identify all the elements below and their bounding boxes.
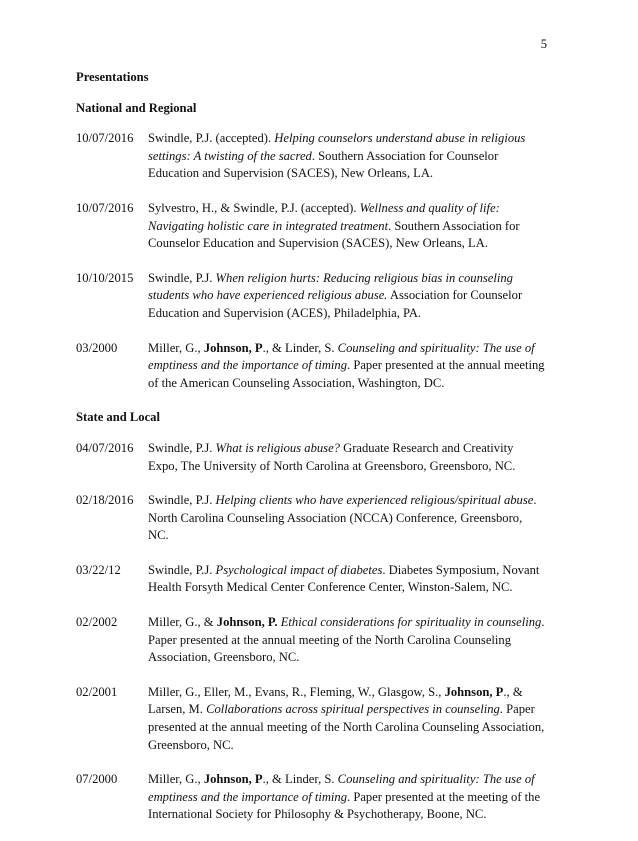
section-heading-presentations: Presentations [76,70,149,84]
entry-citation [148,771,546,824]
presentation-title: Counseling and spirituality: The use of emptiness and the importance of timing [148,772,535,804]
presentation-entry [76,562,546,597]
citation-text: ., & Larsen, M. [148,684,523,717]
author-highlight: Johnson, P [203,772,263,787]
subsection-heading: State and Local [76,410,160,425]
presentation-title: Helping counselors understand abuse in religious settings: A twisting of the sacred [148,131,526,163]
citation-text: . Paper presented at the annual meeting of the American Counseling Association, Washington, DC. [148,358,545,390]
citation-text: . Paper presented at the annual meeting of the North Carolina Counseling Association, Greensboro, NC. [148,702,545,752]
presentation-title: Wellness and quality of life: Navigating holistic care in integrated treatment [148,200,500,233]
presentation-title: Ethical considerations for spirituality in counseling [280,615,542,630]
entry-citation [148,562,546,597]
entry-citation [148,492,546,545]
entry-citation [148,614,546,667]
citation-text: ., & Linder, S. [262,772,338,787]
entry-citation [148,200,546,253]
presentation-title: Helping clients who have experienced religious/spiritual abuse [215,493,534,508]
citation-text: Graduate Research and Creativity Expo, The University of North Carolina at Greensboro, Greensboro, NC. [148,440,516,473]
presentation-entry [76,492,546,545]
citation-text: . Paper presented at the annual meeting of the North Carolina Counseling Association, Greensboro, NC. [148,615,545,665]
entry-date: 10/07/2016 [76,200,134,215]
presentation-entry [76,130,546,183]
entry-date: 02/2002 [76,615,118,630]
section-state-local [76,409,546,824]
presentation-title: What is religious abuse? [215,440,340,455]
entry-date: 02/18/2016 [76,493,134,508]
citation-text: . North Carolina Counseling Association (NCCA) Conference, Greensboro, NC. [148,493,537,543]
citation-text: Miller, G., [148,772,204,787]
entry-citation [148,130,546,183]
entry-citation [148,440,546,475]
subsection-heading: National and Regional [76,100,197,115]
citation-text: Swindle, P.J. (accepted). [148,131,275,146]
presentation-title: When religion hurts: Reducing religious bias in counseling students who have experienced religious abuse. [148,270,513,303]
presentation-entry [76,340,546,393]
citation-text: Miller, G., Eller, M., Evans, R., Fleming, W., Glasgow, S., [148,684,445,699]
presentation-entry [76,684,546,754]
presentation-entry [76,614,546,667]
citation-text: Swindle, P.J. [148,493,216,508]
author-highlight: Johnson, P. [216,615,278,630]
presentation-entry [76,270,546,323]
entry-date: 02/2001 [76,684,118,699]
page-number: 5 [540,37,547,51]
entry-citation [148,340,546,393]
citation-text: . Paper presented at the meeting of the International Society for Philosophy & Psychotherapy, Boone, NC. [148,789,541,822]
citation-text: Swindle, P.J. [148,440,216,455]
presentation-title: Psychological impact of diabetes [215,562,383,577]
citation-text: ., & Linder, S. [262,340,338,355]
citation-text: . Diabetes Symposium, Novant Health Forsyth Medical Center Conference Center, Winston-Salem, NC. [148,562,540,595]
presentation-title: Collaborations across spiritual perspectives in counseling [206,702,500,717]
entry-date: 04/07/2016 [76,440,134,455]
entry-date: 03/2000 [76,340,118,355]
citation-text: Association for Counselor Education and Supervision (ACES), Philadelphia, PA. [148,288,523,320]
entry-date: 03/22/12 [76,562,121,577]
citation-text: Miller, G., & [148,615,217,630]
citation-text: Swindle, P.J. [148,270,216,285]
presentation-entry [76,440,546,475]
citation-text: Sylvestro, H., & Swindle, P.J. (accepted). [148,200,360,215]
presentation-title: Counseling and spirituality: The use of emptiness and the importance of timing [148,340,535,373]
presentation-entry [76,200,546,253]
author-highlight: Johnson, P [444,684,504,699]
presentation-sections [76,100,546,824]
entry-date: 10/10/2015 [76,270,134,285]
presentation-entry [76,771,546,824]
entry-citation [148,684,546,754]
entry-citation [148,270,546,323]
section-national-regional [76,100,546,393]
entry-date: 07/2000 [76,772,118,787]
document-body [76,69,546,841]
author-highlight: Johnson, P [203,340,263,355]
citation-text: . Southern Association for Counselor Education and Supervision (SACES), New Orleans, LA. [148,148,499,181]
citation-text: Miller, G., [148,340,204,355]
entry-date: 10/07/2016 [76,131,134,146]
citation-text: . Southern Association for Counselor Education and Supervision (SACES), New Orleans, LA. [148,218,520,251]
citation-text: Swindle, P.J. [148,562,216,577]
